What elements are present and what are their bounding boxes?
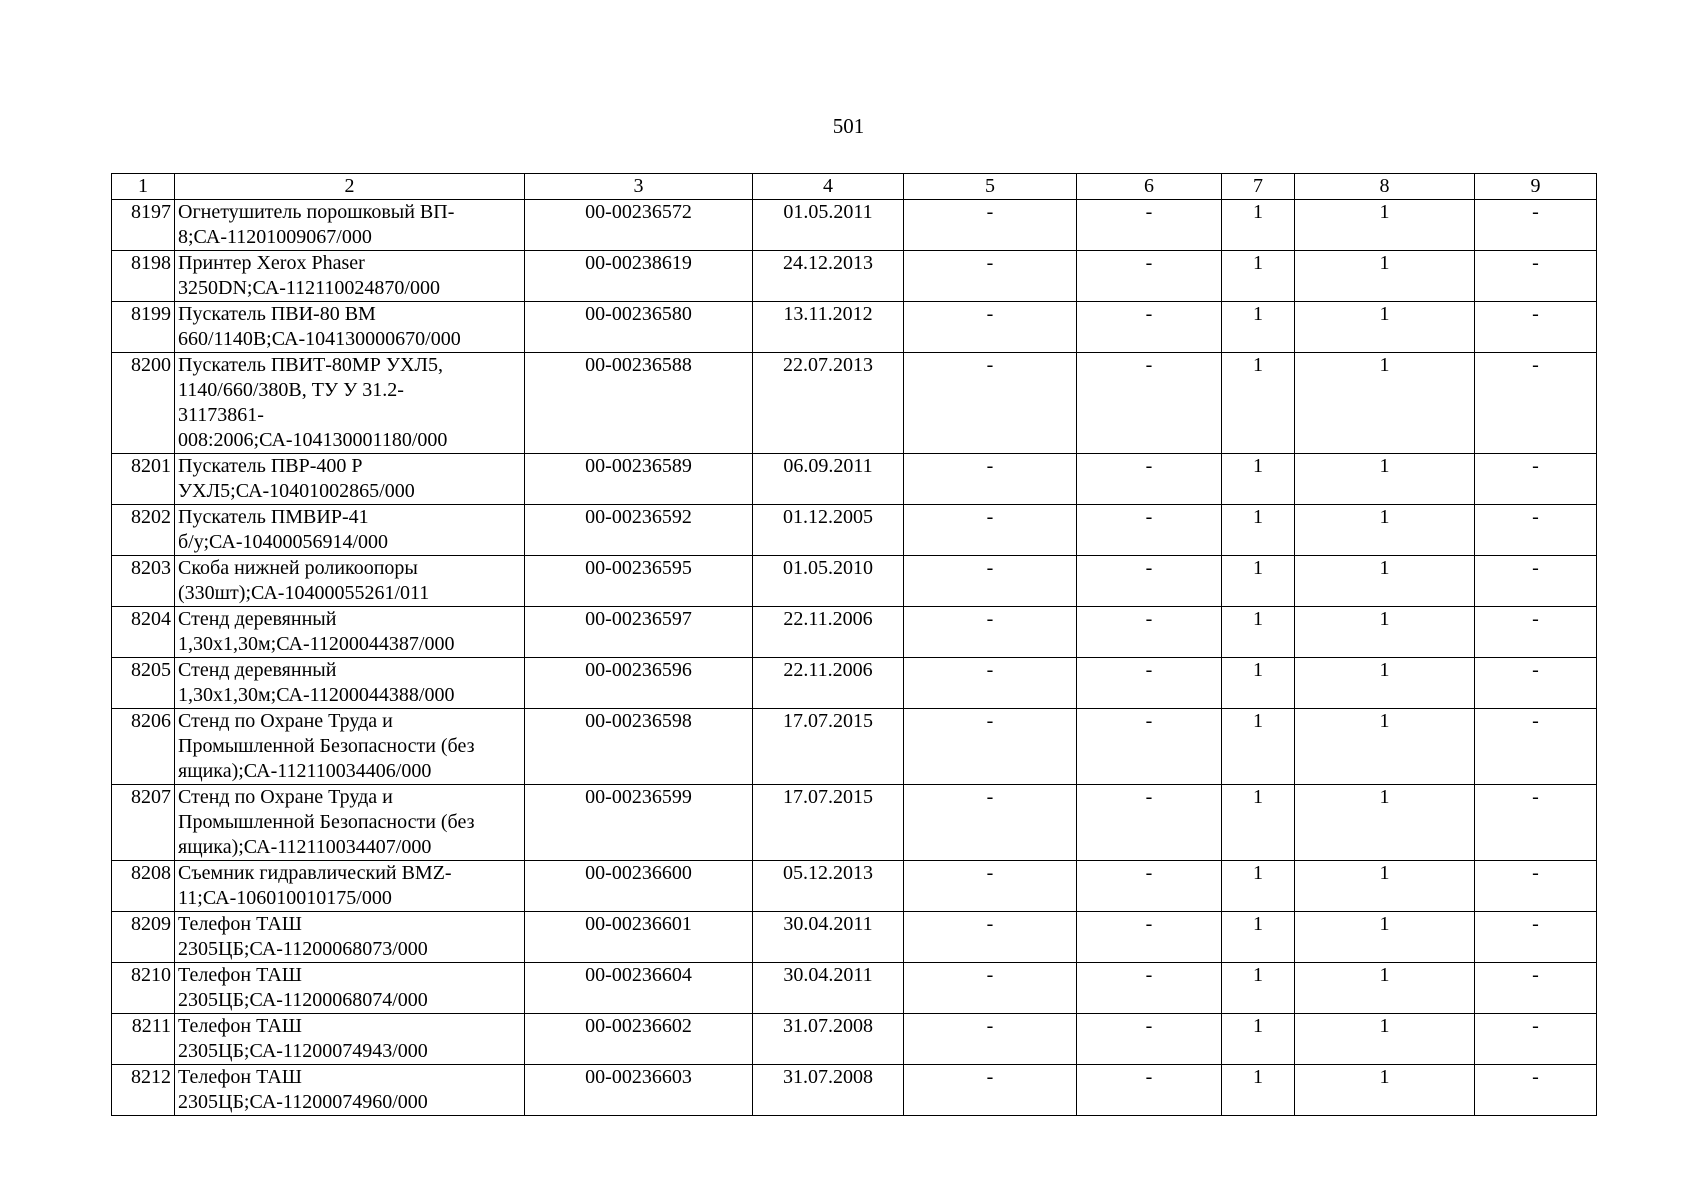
item-name-line: Съемник гидравлический BMZ- [178,862,452,884]
page-number: 501 [832,114,865,138]
column-6-value: - [1077,607,1222,658]
row-number: 8203 [112,556,175,607]
column-6-value: - [1077,1065,1222,1116]
item-name-line: 2305ЦБ;СА-11200074943/000 [178,1040,428,1062]
column-7-value: 1 [1222,302,1295,353]
date: 05.12.2013 [753,861,904,912]
row-number: 8201 [112,454,175,505]
column-7-value: 1 [1222,1065,1295,1116]
item-name-line: Стенд деревянный [178,659,337,681]
item-name [175,556,525,607]
column-7-value: 1 [1222,1014,1295,1065]
item-name-line: 1,30х1,30м;СА-11200044388/000 [178,684,455,706]
column-5-value: - [904,785,1077,861]
item-name-line: 2305ЦБ;СА-11200068074/000 [178,989,428,1011]
column-7-value: 1 [1222,505,1295,556]
date: 01.12.2005 [753,505,904,556]
column-9-value: - [1475,353,1597,454]
table-row [112,607,1597,658]
column-6-value: - [1077,556,1222,607]
item-name [175,505,525,556]
column-9-value: - [1475,1014,1597,1065]
column-5-value: - [904,1014,1077,1065]
date: 01.05.2010 [753,556,904,607]
column-header-8: 8 [1295,174,1475,200]
column-5-value: - [904,454,1077,505]
date: 06.09.2011 [753,454,904,505]
column-8-value: 1 [1295,1014,1475,1065]
column-6-value: - [1077,454,1222,505]
table-row [112,556,1597,607]
column-7-value: 1 [1222,963,1295,1014]
item-name-line: Телефон ТАШ [178,913,302,935]
inventory-code: 00-00236595 [525,556,753,607]
date: 31.07.2008 [753,1014,904,1065]
item-name-line: 2305ЦБ;СА-11200068073/000 [178,938,428,960]
column-5-value: - [904,658,1077,709]
column-header-5: 5 [904,174,1077,200]
column-header-1: 1 [112,174,175,200]
row-number: 8199 [112,302,175,353]
item-name-line: Стенд по Охране Труда и [178,710,393,732]
item-name-line: Телефон ТАШ [178,1015,302,1037]
column-header-6: 6 [1077,174,1222,200]
column-8-value: 1 [1295,302,1475,353]
inventory-code: 00-00236604 [525,963,753,1014]
row-number: 8209 [112,912,175,963]
column-header-7: 7 [1222,174,1295,200]
date: 30.04.2011 [753,912,904,963]
date: 17.07.2015 [753,785,904,861]
column-8-value: 1 [1295,607,1475,658]
inventory-code: 00-00236601 [525,912,753,963]
item-name-line: Промышленной Безопасности (без [178,735,475,757]
table-row [112,200,1597,251]
item-name [175,785,525,861]
column-7-value: 1 [1222,556,1295,607]
item-name-line: Скоба нижней роликоопоры [178,557,418,579]
column-9-value: - [1475,302,1597,353]
row-number: 8200 [112,353,175,454]
item-name-line: Телефон ТАШ [178,1066,302,1088]
column-9-value: - [1475,1065,1597,1116]
inventory-code: 00-00236602 [525,1014,753,1065]
column-9-value: - [1475,658,1597,709]
column-9-value: - [1475,200,1597,251]
inventory-code: 00-00236572 [525,200,753,251]
table-row [112,1014,1597,1065]
table-row [112,251,1597,302]
item-name [175,861,525,912]
table-row [112,1065,1597,1116]
column-header-9: 9 [1475,174,1597,200]
item-name-line: Телефон ТАШ [178,964,302,986]
row-number: 8207 [112,785,175,861]
column-5-value: - [904,505,1077,556]
column-8-value: 1 [1295,709,1475,785]
date: 31.07.2008 [753,1065,904,1116]
table-row [112,658,1597,709]
column-9-value: - [1475,785,1597,861]
item-name-line: 3250DN;СА-112110024870/000 [178,277,440,299]
item-name-line: Стенд деревянный [178,608,337,630]
column-8-value: 1 [1295,454,1475,505]
inventory-code: 00-00236599 [525,785,753,861]
column-5-value: - [904,912,1077,963]
column-6-value: - [1077,251,1222,302]
column-5-value: - [904,1065,1077,1116]
item-name-line: 1140/660/380В, ТУ У 31.2- [178,379,404,401]
item-name [175,353,525,454]
column-9-value: - [1475,861,1597,912]
item-name [175,912,525,963]
item-name-line: УХЛ5;СА-10401002865/000 [178,480,415,502]
column-9-value: - [1475,454,1597,505]
column-6-value: - [1077,505,1222,556]
column-8-value: 1 [1295,1065,1475,1116]
date: 24.12.2013 [753,251,904,302]
inventory-code: 00-00236580 [525,302,753,353]
column-7-value: 1 [1222,709,1295,785]
table-row [112,861,1597,912]
row-number: 8212 [112,1065,175,1116]
column-8-value: 1 [1295,785,1475,861]
row-number: 8210 [112,963,175,1014]
row-number: 8208 [112,861,175,912]
column-9-value: - [1475,251,1597,302]
inventory-code: 00-00236588 [525,353,753,454]
row-number: 8211 [112,1014,175,1065]
column-8-value: 1 [1295,861,1475,912]
item-name [175,1065,525,1116]
column-6-value: - [1077,200,1222,251]
item-name-line: б/у;СА-10400056914/000 [178,531,389,553]
item-name [175,1014,525,1065]
column-header-3: 3 [525,174,753,200]
column-5-value: - [904,861,1077,912]
column-9-value: - [1475,505,1597,556]
column-7-value: 1 [1222,353,1295,454]
item-name-line: Стенд по Охране Труда и [178,786,393,808]
column-8-value: 1 [1295,353,1475,454]
column-6-value: - [1077,709,1222,785]
date: 22.11.2006 [753,658,904,709]
item-name-line: 1,30х1,30м;СА-11200044387/000 [178,633,455,655]
row-number: 8206 [112,709,175,785]
table-header [112,174,1597,200]
item-name-line: Пускатель ПВР-400 Р [178,455,363,477]
column-9-value: - [1475,912,1597,963]
item-name-line: 660/1140В;СА-104130000670/000 [178,328,461,350]
column-5-value: - [904,353,1077,454]
date: 22.11.2006 [753,607,904,658]
date: 30.04.2011 [753,963,904,1014]
column-8-value: 1 [1295,963,1475,1014]
item-name-line: ящика);СА-112110034407/000 [178,836,432,858]
column-7-value: 1 [1222,454,1295,505]
column-5-value: - [904,200,1077,251]
column-8-value: 1 [1295,505,1475,556]
item-name [175,607,525,658]
item-name [175,454,525,505]
inventory-code: 00-00236597 [525,607,753,658]
item-name-line: Промышленной Безопасности (без [178,811,475,833]
item-name-line: 31173861- [178,404,264,426]
row-number: 8198 [112,251,175,302]
table-row [112,353,1597,454]
inventory-code: 00-00236596 [525,658,753,709]
table-row [112,454,1597,505]
item-name [175,200,525,251]
row-number: 8204 [112,607,175,658]
column-6-value: - [1077,1014,1222,1065]
column-9-value: - [1475,963,1597,1014]
column-7-value: 1 [1222,785,1295,861]
row-number: 8202 [112,505,175,556]
item-name-line: ящика);СА-112110034406/000 [178,760,432,782]
item-name [175,251,525,302]
item-name-line: Пускатель ПВИ-80 ВМ [178,303,376,325]
column-7-value: 1 [1222,251,1295,302]
header-row [112,174,1597,200]
date: 22.07.2013 [753,353,904,454]
table-row [112,785,1597,861]
column-7-value: 1 [1222,607,1295,658]
item-name-line: Огнетушитель порошковый ВП- [178,201,455,223]
date: 17.07.2015 [753,709,904,785]
column-7-value: 1 [1222,912,1295,963]
inventory-code: 00-00236603 [525,1065,753,1116]
column-5-value: - [904,963,1077,1014]
column-6-value: - [1077,912,1222,963]
column-8-value: 1 [1295,556,1475,607]
item-name-line: Пускатель ПМВИР-41 [178,506,369,528]
date: 01.05.2011 [753,200,904,251]
column-5-value: - [904,251,1077,302]
item-name-line: 11;СА-106010010175/000 [178,887,392,909]
column-6-value: - [1077,785,1222,861]
date: 13.11.2012 [753,302,904,353]
item-name-line: Пускатель ПВИТ-80МР УХЛ5, [178,354,443,376]
column-8-value: 1 [1295,658,1475,709]
table-body [112,200,1597,1116]
inventory-code: 00-00236598 [525,709,753,785]
item-name [175,302,525,353]
column-7-value: 1 [1222,658,1295,709]
column-6-value: - [1077,861,1222,912]
inventory-code: 00-00238619 [525,251,753,302]
column-8-value: 1 [1295,251,1475,302]
column-7-value: 1 [1222,200,1295,251]
row-number: 8205 [112,658,175,709]
column-6-value: - [1077,658,1222,709]
column-6-value: - [1077,353,1222,454]
column-9-value: - [1475,709,1597,785]
column-6-value: - [1077,302,1222,353]
table-row [112,912,1597,963]
item-name [175,963,525,1014]
column-5-value: - [904,556,1077,607]
table-row [112,302,1597,353]
column-5-value: - [904,607,1077,658]
item-name [175,709,525,785]
table-row [112,709,1597,785]
inventory-code: 00-00236592 [525,505,753,556]
item-name-line: (330шт);СА-10400055261/011 [178,582,430,604]
item-name-line: 2305ЦБ;СА-11200074960/000 [178,1091,428,1113]
inventory-code: 00-00236589 [525,454,753,505]
column-9-value: - [1475,556,1597,607]
asset-table [111,173,1597,1116]
column-header-4: 4 [753,174,904,200]
item-name-line: 8;СА-11201009067/000 [178,226,372,248]
table-row [112,505,1597,556]
column-8-value: 1 [1295,912,1475,963]
item-name-line: Принтер Xerox Phaser [178,252,365,274]
inventory-code: 00-00236600 [525,861,753,912]
column-5-value: - [904,709,1077,785]
column-9-value: - [1475,607,1597,658]
column-5-value: - [904,302,1077,353]
item-name [175,658,525,709]
column-7-value: 1 [1222,861,1295,912]
column-6-value: - [1077,963,1222,1014]
table-row [112,963,1597,1014]
column-8-value: 1 [1295,200,1475,251]
row-number: 8197 [112,200,175,251]
item-name-line: 008:2006;СА-104130001180/000 [178,429,448,451]
column-header-2: 2 [175,174,525,200]
